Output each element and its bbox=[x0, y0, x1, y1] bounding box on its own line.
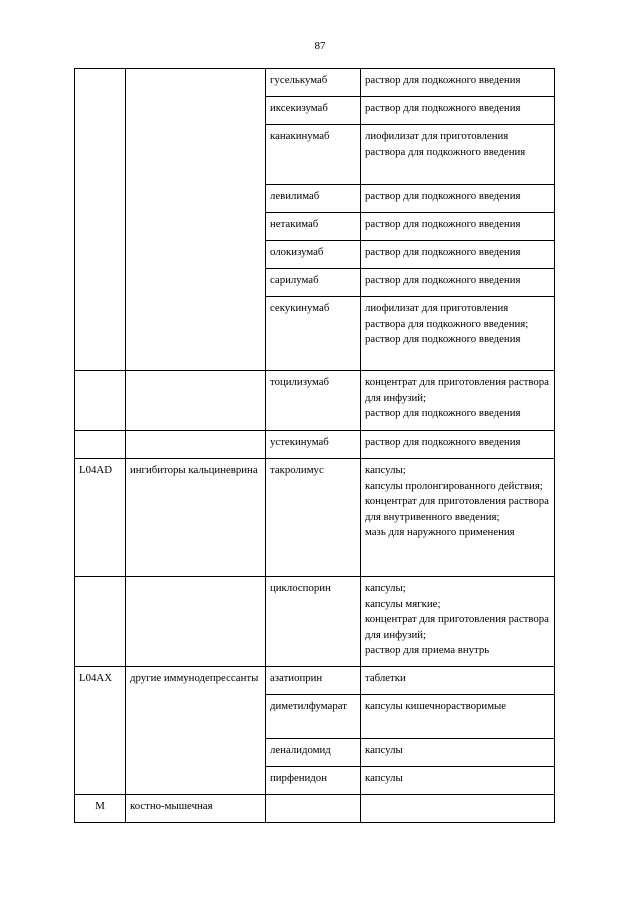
table-row bbox=[75, 371, 555, 431]
dosage-form-cell bbox=[361, 795, 555, 823]
atc-code-cell: L04AX bbox=[75, 667, 126, 795]
dosage-form-cell bbox=[361, 69, 555, 97]
table-row bbox=[75, 795, 555, 823]
dosage-form-line: капсулы bbox=[365, 744, 403, 756]
drug-name-cell: тоцилизумаб bbox=[266, 371, 361, 431]
drug-name-cell: олокизумаб bbox=[266, 241, 361, 269]
group-name-cell: ингибиторы кальциневрина bbox=[126, 459, 266, 577]
drug-name-cell: циклоспорин bbox=[266, 577, 361, 667]
page-number: 87 bbox=[314, 40, 326, 52]
drug-name-cell: сарилумаб bbox=[266, 269, 361, 297]
group-name-cell: другие иммунодепрессанты bbox=[126, 667, 266, 795]
drug-name-cell: левилимаб bbox=[266, 185, 361, 213]
group-name-cell bbox=[126, 431, 266, 459]
dosage-form-line: таблетки bbox=[365, 672, 406, 684]
dosage-form-cell bbox=[361, 269, 555, 297]
dosage-form-cell bbox=[361, 125, 555, 185]
dosage-form-line: лиофилизат для приготовления раствора для подкожного введения bbox=[365, 130, 526, 158]
dosage-form-line: капсулы мягкие; bbox=[365, 597, 441, 610]
dosage-form-cell bbox=[361, 667, 555, 695]
drug-name-cell: устекинумаб bbox=[266, 431, 361, 459]
atc-code-cell bbox=[75, 577, 126, 667]
dosage-form-line: раствор для подкожного введения bbox=[365, 274, 521, 286]
atc-code-cell bbox=[75, 371, 126, 431]
atc-code-cell bbox=[75, 431, 126, 459]
table-row bbox=[75, 431, 555, 459]
dosage-form-cell bbox=[361, 371, 555, 431]
atc-code-cell: L04AD bbox=[75, 459, 126, 577]
drug-name-cell: такролимус bbox=[266, 459, 361, 577]
dosage-form-line: раствор для подкожного введения bbox=[365, 102, 521, 114]
table-row bbox=[75, 577, 555, 667]
group-name-cell bbox=[126, 69, 266, 371]
dosage-form-cell bbox=[361, 185, 555, 213]
dosage-form-cell bbox=[361, 767, 555, 795]
group-name-cell: костно-мышечная bbox=[126, 795, 266, 823]
drug-name-cell: диметилфумарат bbox=[266, 695, 361, 739]
drug-name-cell: леналидомид bbox=[266, 739, 361, 767]
dosage-form-line: раствор для приема внутрь bbox=[365, 644, 490, 657]
dosage-form-line: раствор для подкожного введения bbox=[365, 218, 521, 230]
drug-name-cell: иксекизумаб bbox=[266, 97, 361, 125]
dosage-form-line: мазь для наружного применения bbox=[365, 526, 515, 539]
group-name-cell bbox=[126, 577, 266, 667]
drug-name-cell: пирфенидон bbox=[266, 767, 361, 795]
dosage-form-cell bbox=[361, 695, 555, 739]
dosage-form-line: раствор для подкожного введения bbox=[365, 407, 521, 420]
drug-name-cell: нетакимаб bbox=[266, 213, 361, 241]
dosage-form-cell bbox=[361, 241, 555, 269]
drug-name-cell: секукинумаб bbox=[266, 297, 361, 371]
dosage-form-line: концентрат для приготовления раствора для инфузий; bbox=[365, 376, 549, 404]
drug-name-cell bbox=[266, 795, 361, 823]
atc-code-cell: M bbox=[75, 795, 126, 823]
dosage-form-line: капсулы bbox=[365, 772, 403, 784]
dosage-form-line: капсулы кишечнорастворимые bbox=[365, 700, 507, 712]
dosage-form-line: раствор для подкожного введения bbox=[365, 333, 521, 346]
dosage-form-cell bbox=[361, 297, 555, 371]
dosage-form-cell bbox=[361, 739, 555, 767]
dosage-form-line: капсулы пролонгированного действия; bbox=[365, 479, 543, 492]
dosage-form-line: лиофилизат для приготовления раствора для подкожного введения; bbox=[365, 302, 529, 330]
drug-table bbox=[74, 68, 555, 823]
dosage-form-cell bbox=[361, 459, 555, 577]
dosage-form-cell bbox=[361, 431, 555, 459]
dosage-form-cell bbox=[361, 97, 555, 125]
dosage-form-line: концентрат для приготовления раствора для внутривенного введения; bbox=[365, 495, 549, 523]
dosage-form-line: раствор для подкожного введения bbox=[365, 246, 521, 258]
drug-name-cell: канакинумаб bbox=[266, 125, 361, 185]
table-row bbox=[75, 667, 555, 695]
atc-code-cell bbox=[75, 69, 126, 371]
dosage-form-line: раствор для подкожного введения bbox=[365, 436, 521, 448]
group-name-cell bbox=[126, 371, 266, 431]
dosage-form-cell bbox=[361, 213, 555, 241]
table-row bbox=[75, 69, 555, 97]
dosage-form-line: концентрат для приготовления раствора для инфузий; bbox=[365, 613, 549, 641]
drug-name-cell: гуселькумаб bbox=[266, 69, 361, 97]
dosage-form-line: капсулы; bbox=[365, 464, 406, 476]
dosage-form-cell bbox=[361, 577, 555, 667]
dosage-form-line: раствор для подкожного введения bbox=[365, 74, 521, 86]
dosage-form-line: раствор для подкожного введения bbox=[365, 190, 521, 202]
table-row bbox=[75, 459, 555, 577]
dosage-form-line: капсулы; bbox=[365, 582, 406, 594]
drug-name-cell: азатиоприн bbox=[266, 667, 361, 695]
